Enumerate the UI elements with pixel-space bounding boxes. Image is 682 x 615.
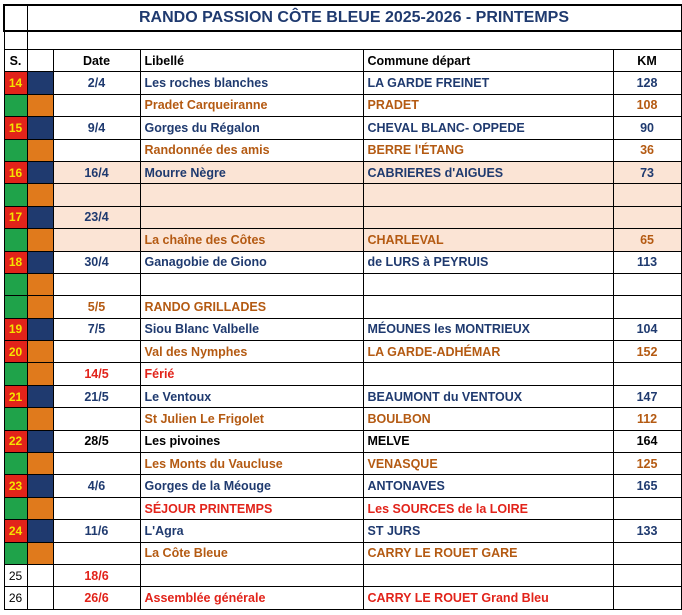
cell-libelle: Gorges du Régalon [140,117,363,139]
cell-commune: de LURS à PEYRUIS [363,251,613,273]
cell-km [613,564,681,586]
color-marker [27,251,53,273]
cell-libelle: St Julien Le Frigolet [140,408,363,430]
week-number: 20 [4,341,27,363]
color-marker [27,363,53,385]
week-number [4,408,27,430]
week-number [4,296,27,318]
cell-libelle: Randonnée des amis [140,139,363,161]
cell-km: 90 [613,117,681,139]
week-number [4,363,27,385]
cell-commune: ANTONAVES [363,475,613,497]
week-number [4,184,27,206]
cell-libelle: Le Ventoux [140,385,363,407]
cell-libelle: Les roches blanches [140,72,363,94]
color-marker [27,341,53,363]
color-marker [27,542,53,564]
cell-commune: MELVE [363,430,613,452]
cell-date: 28/5 [53,430,140,452]
cell-date: 30/4 [53,251,140,273]
color-marker [27,161,53,183]
cell-km [613,363,681,385]
cell-km: 104 [613,318,681,340]
page-title: RANDO PASSION CÔTE BLEUE 2025-2026 - PRINTEMPS [27,5,681,31]
cell-libelle: Siou Blanc Valbelle [140,318,363,340]
week-number: 21 [4,385,27,407]
table-row [4,363,681,385]
cell-libelle: L'Agra [140,520,363,542]
header-date: Date [53,50,140,72]
color-marker [27,72,53,94]
table-row [4,564,681,586]
week-number [4,229,27,251]
cell-date: 26/6 [53,587,140,609]
week-number: 18 [4,251,27,273]
cell-libelle: Férié [140,363,363,385]
table-row [4,408,681,430]
cell-date [53,453,140,475]
cell-km: 152 [613,341,681,363]
table-row [4,497,681,519]
cell-km: 147 [613,385,681,407]
week-number: 14 [4,72,27,94]
cell-libelle: Les Monts du Vaucluse [140,453,363,475]
table-row [4,94,681,116]
color-marker [27,430,53,452]
table-row [4,453,681,475]
cell-date: 14/5 [53,363,140,385]
cell-km: 164 [613,430,681,452]
cell-libelle: Gorges de la Méouge [140,475,363,497]
color-marker [27,296,53,318]
cell-km: 36 [613,139,681,161]
week-number: 19 [4,318,27,340]
header-km: KM [613,50,681,72]
title-row [4,5,681,31]
cell-commune [363,184,613,206]
week-number: 26 [4,587,27,609]
cell-libelle [140,273,363,295]
cell-date: 23/4 [53,206,140,228]
color-marker [27,385,53,407]
cell-date: 2/4 [53,72,140,94]
cell-km: 73 [613,161,681,183]
cell-date [53,542,140,564]
cell-commune: MÉOUNES les MONTRIEUX [363,318,613,340]
cell-commune: CHEVAL BLANC- OPPEDE [363,117,613,139]
week-number: 22 [4,430,27,452]
week-number [4,273,27,295]
week-number: 17 [4,206,27,228]
week-number [4,139,27,161]
cell-km [613,184,681,206]
cell-date: 7/5 [53,318,140,340]
table-row [4,139,681,161]
cell-date: 5/5 [53,296,140,318]
table-row [4,206,681,228]
color-marker [27,94,53,116]
cell-commune: BOULBON [363,408,613,430]
cell-date [53,408,140,430]
cell-commune: VENASQUE [363,453,613,475]
spacer-cell [4,31,27,50]
cell-date [53,273,140,295]
header-libelle: Libellé [140,50,363,72]
cell-libelle [140,206,363,228]
cell-commune: CHARLEVAL [363,229,613,251]
cell-date: 4/6 [53,475,140,497]
table-row [4,430,681,452]
cell-date [53,184,140,206]
cell-date [53,229,140,251]
cell-date [53,139,140,161]
color-marker [27,408,53,430]
table-row [4,184,681,206]
cell-km: 165 [613,475,681,497]
week-number: 24 [4,520,27,542]
cell-commune [363,363,613,385]
cell-commune [363,564,613,586]
cell-libelle: Mourre Nègre [140,161,363,183]
header-s: S. [4,50,27,72]
cell-date: 16/4 [53,161,140,183]
week-number [4,453,27,475]
spacer-cell [27,31,681,50]
table-row [4,318,681,340]
cell-km: 65 [613,229,681,251]
cell-date: 11/6 [53,520,140,542]
color-marker [27,520,53,542]
cell-commune: CABRIERES d'AIGUES [363,161,613,183]
cell-km [613,542,681,564]
table-row [4,251,681,273]
cell-date: 21/5 [53,385,140,407]
cell-libelle: Les pivoines [140,430,363,452]
cell-km: 125 [613,453,681,475]
table-row [4,72,681,94]
cell-km: 112 [613,408,681,430]
cell-commune [363,273,613,295]
cell-commune [363,296,613,318]
table-row [4,475,681,497]
cell-date [53,341,140,363]
cell-date: 9/4 [53,117,140,139]
cell-libelle [140,184,363,206]
cell-commune: LA GARDE FREINET [363,72,613,94]
week-number: 16 [4,161,27,183]
table-row [4,542,681,564]
color-marker [27,497,53,519]
cell-commune [363,206,613,228]
color-marker [27,273,53,295]
cell-km [613,587,681,609]
table-row [4,587,681,609]
table-row [4,296,681,318]
cell-km [613,296,681,318]
cell-commune: BEAUMONT du VENTOUX [363,385,613,407]
cell-commune: BERRE l'ÉTANG [363,139,613,161]
cell-libelle: RANDO GRILLADES [140,296,363,318]
color-marker [27,206,53,228]
cell-commune: LA GARDE-ADHÉMAR [363,341,613,363]
week-number: 15 [4,117,27,139]
table-row [4,385,681,407]
cell-km [613,273,681,295]
cell-commune: PRADET [363,94,613,116]
table-row [4,117,681,139]
cell-commune: Les SOURCES de la LOIRE [363,497,613,519]
table-row [4,229,681,251]
cell-date [53,94,140,116]
color-marker [27,117,53,139]
table-row [4,273,681,295]
week-number: 23 [4,475,27,497]
cell-km: 108 [613,94,681,116]
header-square [27,50,53,72]
cell-date [53,497,140,519]
cell-km [613,497,681,519]
cell-libelle: Pradet Carqueiranne [140,94,363,116]
cell-libelle: SÉJOUR PRINTEMPS [140,497,363,519]
table-row [4,161,681,183]
week-number: 25 [4,564,27,586]
color-marker [27,475,53,497]
table-row [4,520,681,542]
header-commune: Commune départ [363,50,613,72]
schedule-sheet [3,4,680,610]
week-number [4,497,27,519]
cell-libelle: Ganagobie de Giono [140,251,363,273]
spacer-row [4,31,681,50]
cell-km [613,206,681,228]
cell-km: 128 [613,72,681,94]
week-number [4,94,27,116]
cell-km: 133 [613,520,681,542]
schedule-table [3,4,682,610]
color-marker [27,564,53,586]
color-marker [27,453,53,475]
cell-commune: ST JURS [363,520,613,542]
week-number [4,542,27,564]
cell-km: 113 [613,251,681,273]
color-marker [27,318,53,340]
cell-commune: CARRY LE ROUET Grand Bleu [363,587,613,609]
table-row [4,341,681,363]
color-marker [27,139,53,161]
cell-libelle: Val des Nymphes [140,341,363,363]
color-marker [27,587,53,609]
cell-date: 18/6 [53,564,140,586]
title-blank [4,5,27,31]
cell-libelle [140,564,363,586]
color-marker [27,184,53,206]
cell-commune: CARRY LE ROUET GARE [363,542,613,564]
header-row [4,50,681,72]
cell-libelle: La chaîne des Côtes [140,229,363,251]
cell-libelle: La Côte Bleue [140,542,363,564]
cell-libelle: Assemblée générale [140,587,363,609]
color-marker [27,229,53,251]
